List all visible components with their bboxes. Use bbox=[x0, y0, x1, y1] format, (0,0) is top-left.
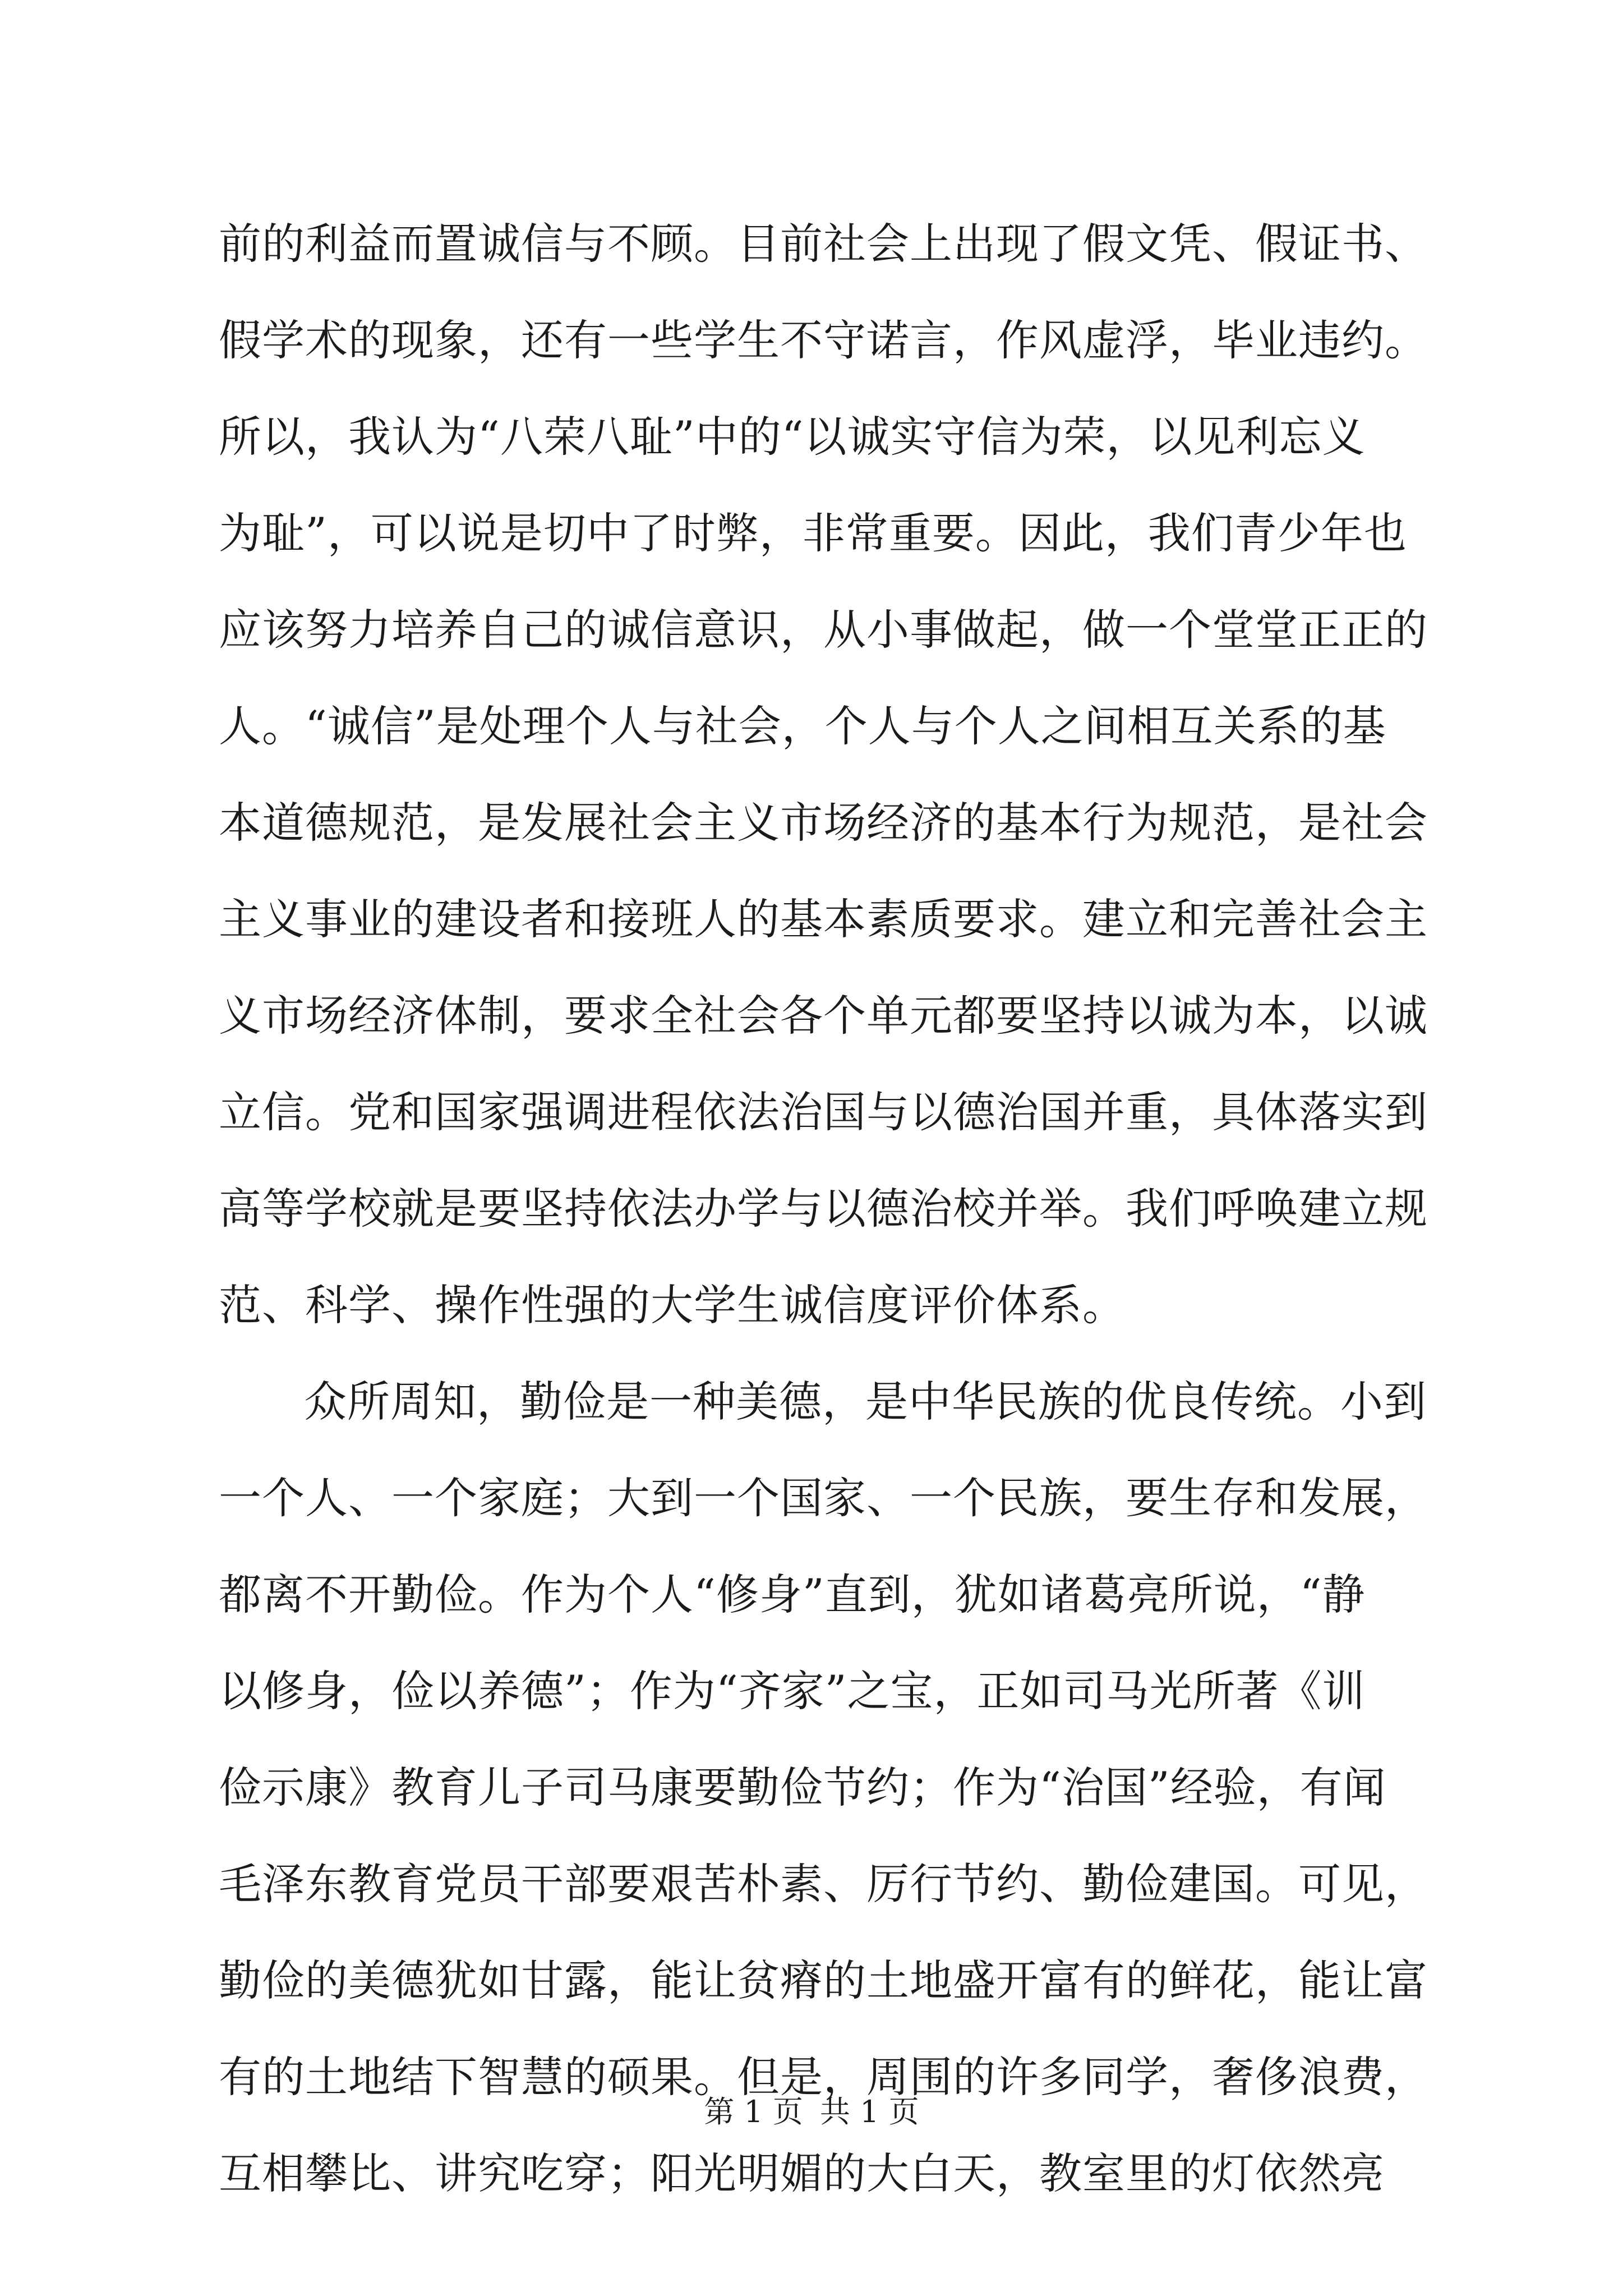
text-line: 高等学校就是要坚持依法办学与以德治校并举。我们呼唤建立规 bbox=[219, 1184, 1428, 1234]
text-line: 立信。党和国家强调进程依法治国与以德治国并重，具体落实到 bbox=[219, 1087, 1428, 1137]
text-line: 俭示康》教育儿子司马康要勤俭节约；作为“治国”经验，有闻 bbox=[219, 1763, 1386, 1812]
text-line: 勤俭的美德犹如甘露，能让贫瘠的土地盛开富有的鲜花，能让富 bbox=[219, 1955, 1428, 2005]
text-line: 互相攀比、讲究吃穿；阳光明媚的大白天，教室里的灯依然亮 bbox=[219, 2148, 1385, 2198]
text-line: 都离不开勤俭。作为个人“修身”直到，犹如诸葛亮所说，“静 bbox=[219, 1570, 1366, 1619]
text-line: 毛泽东教育党员干部要艰苦朴素、厉行节约、勤俭建国。可见， bbox=[219, 1859, 1428, 1909]
page-total: 共 1 页 bbox=[820, 2094, 919, 2129]
text-line: 应该努力培养自己的诚信意识，从小事做起，做一个堂堂正正的 bbox=[219, 605, 1428, 655]
text-line: 一个人、一个家庭；大到一个国家、一个民族，要生存和发展， bbox=[219, 1473, 1428, 1523]
paragraph-start-line: 众所周知，勤俭是一种美德，是中华民族的优良传统。小到 bbox=[304, 1377, 1427, 1427]
text-line: 范、科学、操作性强的大学生诚信度评价体系。 bbox=[219, 1280, 1126, 1330]
text-line: 人。“诚信”是处理个人与社会，个人与个人之间相互关系的基 bbox=[219, 701, 1386, 751]
text-line: 假学术的现象，还有一些学生不守诺言，作风虚浮，毕业违约。 bbox=[219, 315, 1428, 365]
text-line: 本道德规范，是发展社会主义市场经济的基本行为规范，是社会 bbox=[219, 798, 1428, 848]
text-line: 有的土地结下智慧的硕果。但是，周围的许多同学，奢侈浪费， bbox=[219, 2052, 1428, 2102]
page-number: 第 1 页 bbox=[704, 2094, 803, 2129]
text-line: 为耻”，可以说是切中了时弊，非常重要。因此，我们青少年也 bbox=[219, 508, 1407, 558]
text-line: 所以，我认为“八荣八耻”中的“以诚实守信为荣，以见利忘义 bbox=[219, 412, 1366, 462]
text-line: 主义事业的建设者和接班人的基本素质要求。建立和完善社会主 bbox=[219, 894, 1428, 944]
document-body bbox=[219, 216, 1428, 2242]
text-line: 义市场经济体制，要求全社会各个单元都要坚持以诚为本，以诚 bbox=[219, 991, 1428, 1041]
text-line: 前的利益而置诚信与不顾。目前社会上出现了假文凭、假证书、 bbox=[219, 219, 1428, 269]
page-footer bbox=[0, 2092, 1623, 2132]
text-line: 以修身，俭以养德”；作为“齐家”之宝，正如司马光所著《训 bbox=[219, 1666, 1366, 1716]
